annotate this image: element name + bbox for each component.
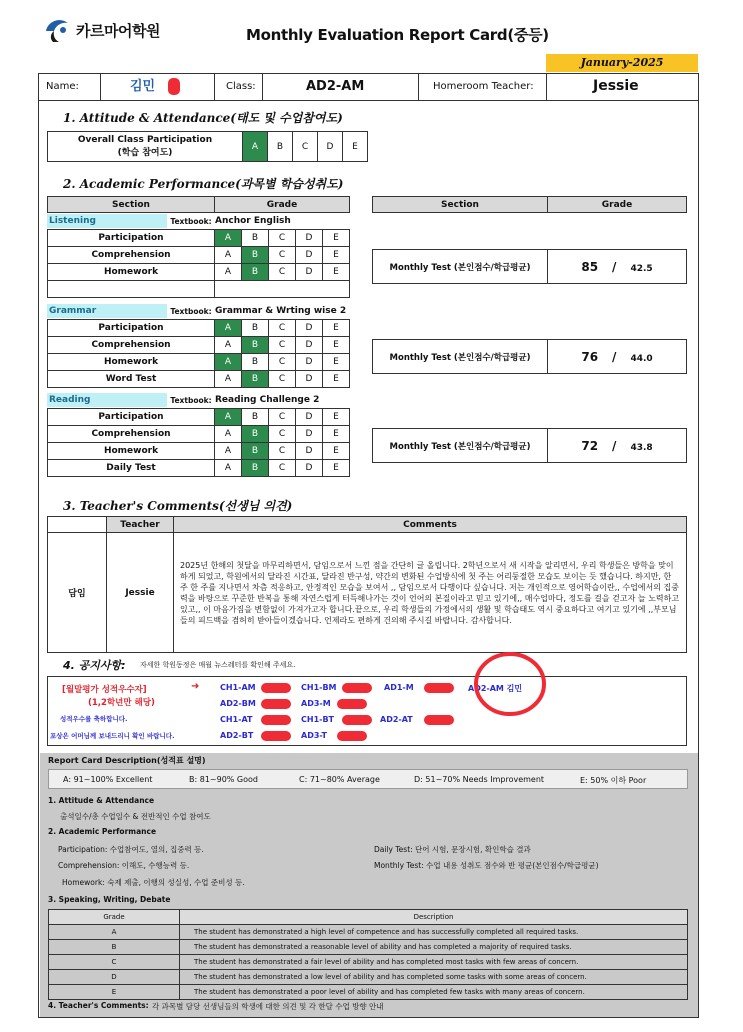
comments-table bbox=[47, 516, 687, 653]
student-score: 85 bbox=[581, 259, 599, 274]
subject-header bbox=[47, 304, 349, 318]
legend-s2-title: 2. Academic Performance bbox=[48, 827, 157, 836]
desc-text: The student has demonstrated a poor level of ability and has completed few tasks with many areas of concern. bbox=[180, 985, 688, 1000]
grade-cell: C bbox=[269, 247, 296, 264]
grade-cell: B bbox=[268, 132, 293, 162]
grade-cell: D bbox=[296, 264, 323, 281]
speaking-description-table bbox=[48, 909, 688, 1000]
range-b: B: 81~90% Good bbox=[189, 775, 258, 784]
grade-cell: C bbox=[269, 264, 296, 281]
grade-item-label: Comprehension bbox=[48, 337, 215, 354]
grade-cell: A bbox=[215, 371, 242, 388]
redaction-mark bbox=[261, 715, 291, 725]
col-grade: Grade bbox=[215, 197, 350, 213]
grade-item-label: Word Test bbox=[48, 371, 215, 388]
grade-item-label: Comprehension bbox=[48, 426, 215, 443]
teacher-cell: Jessie bbox=[107, 533, 174, 653]
grade-cell: B bbox=[242, 354, 269, 371]
class-average: 43.8 bbox=[630, 442, 653, 453]
score-separator: / bbox=[612, 259, 617, 274]
grade-cell: B bbox=[242, 230, 269, 247]
notice-line3: 성적우수를 축하합니다. bbox=[60, 715, 128, 723]
grade-cell: D bbox=[296, 337, 323, 354]
legend-s1-title: 1. Attitude & Attendance bbox=[48, 796, 155, 805]
grade-item-label: Comprehension bbox=[48, 247, 215, 264]
grade-cell: D bbox=[296, 230, 323, 247]
winner-class: AD3-T bbox=[301, 731, 327, 740]
grade-item-label: Homework bbox=[48, 264, 215, 281]
grade-cell: A bbox=[215, 409, 242, 426]
grade-cell: D bbox=[296, 426, 323, 443]
winner-class: AD2-BM bbox=[220, 699, 256, 708]
class-label: Class: bbox=[226, 81, 256, 92]
section2-title: 2. Academic Performance(과목별 학습성취도) bbox=[63, 177, 344, 191]
subject-name: Grammar bbox=[47, 304, 167, 318]
grade-cell: E bbox=[323, 354, 350, 371]
winner-class: CH1-BM bbox=[301, 683, 337, 692]
blank-cell bbox=[48, 517, 107, 533]
col-section: Section bbox=[373, 197, 548, 213]
legend-comprehension: Comprehension: 이해도, 수행능력 등. bbox=[58, 861, 190, 870]
grade-cell: A bbox=[215, 426, 242, 443]
monthly-test-box bbox=[372, 339, 687, 374]
desc-text: The student has demonstrated a fair level of ability and has completed most tasks with few areas of concern. bbox=[180, 955, 688, 970]
class-value: AD2-AM bbox=[306, 79, 365, 94]
redaction-mark bbox=[337, 699, 367, 709]
grade-cell: E bbox=[323, 371, 350, 388]
grade-cell: C bbox=[269, 320, 296, 337]
score-separator: / bbox=[612, 349, 617, 364]
page-title: Monthly Evaluation Report Card(중등) bbox=[246, 26, 549, 44]
winner-class: CH1-AM bbox=[220, 683, 256, 692]
legend-s4-text: 각 과목별 담당 선생님들의 학생에 대한 의견 및 각 한달 수업 방향 안내 bbox=[152, 1002, 384, 1011]
logo-text: 카르마어학원 bbox=[76, 22, 160, 40]
grade-cell: D bbox=[296, 460, 323, 477]
score-separator: / bbox=[612, 438, 617, 453]
class-average: 42.5 bbox=[630, 263, 653, 274]
col-grade: Grade bbox=[49, 910, 180, 925]
comment-text: 2025년 한해의 첫달을 마무리하면서, 담임으로서 느낀 점을 간단히 글 올립니다. 2학년으로서 새 시작을 알리면서, 우리 학생들은 방학을 맞이하게 되었고, 학원에서의 달라진 시간표, 달라진 반구성, 약간의 변화된 수업방식에 첫 주는 어리둥절한 모습도 보이는 듯 했습니다. 하지만, 한 주 한 주를 지나면서 차츰 적응하고, 안정적인 모습을 보여서 ,, 담임으로서 다행이다 싶습니다. 저는 개인적으로 영어학습이란,, 수업에서의 집중력을 바탕으로 꾸준한 반복을 통해 자연스럽게 터득해나가는 것이 언어의 본질이라고 믿고 있기에,, 매수업마다, 정도를 걸을 걷고자 늘 노력하고 있고,, 이 마음가짐을 변함없이 가져가고자 합니다.끝으로, 우리 학생들의 가정에서의 생활 및 학습태도 역시 중요하다고 여기고 있기에 ,,부모님들의 피드백을 겸허히 받아들이겠습니다. 언제라도 편하게 건의해 주시길 바랍니다. 감사합니다. bbox=[174, 533, 687, 653]
desc-grade: E bbox=[49, 985, 180, 1000]
section1-title: 1. Attitude & Attendance(태도 및 수업참여도) bbox=[63, 111, 343, 125]
monthly-test-box bbox=[372, 428, 687, 463]
grade-cell: B bbox=[242, 320, 269, 337]
grade-cell: E bbox=[323, 460, 350, 477]
grade-cell: C bbox=[269, 337, 296, 354]
notice-line2: (1,2학년만 해당) bbox=[88, 698, 155, 708]
homeroom-label: Homeroom Teacher: bbox=[433, 81, 534, 92]
winner-class-highlight: AD2-AM 김민 bbox=[468, 684, 523, 693]
grade-item-label: Participation bbox=[48, 230, 215, 247]
homeroom-teacher: Jessie bbox=[593, 78, 639, 94]
grade-cell: A bbox=[215, 247, 242, 264]
logo-icon bbox=[44, 17, 70, 43]
subject-grade-table bbox=[47, 319, 350, 388]
legend-daily-test: Daily Test: 단어 시험, 문장시험, 확인학습 결과 bbox=[374, 845, 531, 854]
legend-title: Report Card Description(성적표 설명) bbox=[48, 756, 206, 765]
range-d: D: 51~70% Needs Improvement bbox=[414, 775, 545, 784]
student-score: 72 bbox=[581, 438, 599, 453]
grade-cell: A bbox=[215, 443, 242, 460]
section3-title: 3. Teacher's Comments(선생님 의견) bbox=[63, 499, 293, 513]
blank-cell bbox=[215, 281, 350, 298]
col-description: Description bbox=[180, 910, 688, 925]
grade-cell: A bbox=[215, 320, 242, 337]
grade-cell: A bbox=[215, 460, 242, 477]
textbook-title: Reading Challenge 2 bbox=[215, 395, 320, 405]
legend-participation: Participation: 수업참여도, 열의, 집중력 등. bbox=[58, 845, 204, 854]
col-section: Section bbox=[48, 197, 215, 213]
range-e: E: 50% 이하 Poor bbox=[580, 776, 647, 785]
grade-cell: A bbox=[215, 230, 242, 247]
legend-s3-title: 3. Speaking, Writing, Debate bbox=[48, 895, 171, 904]
grade-cell: D bbox=[296, 247, 323, 264]
participation-table bbox=[47, 131, 368, 162]
desc-text: The student has demonstrated a high level of competence and has successfully completed all required tasks. bbox=[180, 925, 688, 940]
grade-cell: C bbox=[269, 409, 296, 426]
winner-class: AD2-AT bbox=[380, 715, 413, 724]
notice-note: 자세한 학원동정은 매월 뉴스레터를 확인해 주세요. bbox=[140, 661, 296, 669]
grade-cell: C bbox=[269, 460, 296, 477]
redaction-mark bbox=[261, 731, 291, 741]
grade-cell: E bbox=[323, 426, 350, 443]
redaction-mark bbox=[424, 683, 454, 693]
academic-left-header bbox=[47, 196, 350, 213]
grade-item-label: Participation bbox=[48, 320, 215, 337]
grade-cell: B bbox=[242, 264, 269, 281]
grade-cell: E bbox=[323, 247, 350, 264]
grade-item-label: Participation bbox=[48, 409, 215, 426]
grade-cell: C bbox=[293, 132, 318, 162]
grade-cell: E bbox=[323, 409, 350, 426]
grade-cell: B bbox=[242, 337, 269, 354]
grade-cell: E bbox=[323, 443, 350, 460]
notice-box bbox=[47, 676, 687, 746]
redaction-mark bbox=[342, 683, 372, 693]
desc-grade: D bbox=[49, 970, 180, 985]
col-grade: Grade bbox=[548, 197, 687, 213]
range-c: C: 71~80% Average bbox=[299, 775, 380, 784]
desc-grade: A bbox=[49, 925, 180, 940]
legend-s4-title: 4. Teacher's Comments: bbox=[48, 1001, 149, 1010]
grade-cell: D bbox=[318, 132, 343, 162]
redaction-mark bbox=[424, 715, 454, 725]
grade-item-label: Daily Test bbox=[48, 460, 215, 477]
subject-name: Listening bbox=[47, 214, 167, 228]
winner-class: CH1-BT bbox=[301, 715, 335, 724]
legend-homework: Homework: 숙제 제출, 이행의 성실성, 수업 준비성 등. bbox=[62, 878, 245, 887]
redaction-mark bbox=[342, 715, 372, 725]
class-average: 44.0 bbox=[630, 353, 653, 364]
desc-text: The student has demonstrated a reasonable level of ability and has completed a majority of required tasks. bbox=[180, 940, 688, 955]
textbook-title: Anchor English bbox=[215, 216, 291, 226]
winner-class: AD3-M bbox=[301, 699, 331, 708]
textbook-label: Textbook: bbox=[170, 216, 212, 226]
academic-right-header bbox=[372, 196, 687, 213]
grade-cell: B bbox=[242, 371, 269, 388]
monthly-test-label: Monthly Test (본인점수/학급평균) bbox=[373, 429, 548, 463]
desc-grade: C bbox=[49, 955, 180, 970]
grade-cell: B bbox=[242, 247, 269, 264]
desc-text: The student has demonstrated a low level of ability and has completed some tasks with some areas of concern. bbox=[180, 970, 688, 985]
subject-grade-table bbox=[47, 229, 350, 298]
winner-class: AD1-M bbox=[384, 683, 414, 692]
desc-grade: B bbox=[49, 940, 180, 955]
notice-line4: 포상은 어머님께 보내드리니 확인 바랍니다. bbox=[50, 732, 175, 740]
col-teacher: Teacher bbox=[107, 517, 174, 533]
legend-s1-text: 출석일수/총 수업일수 & 전반적인 수업 참여도 bbox=[60, 812, 211, 821]
notice-line1: [월말평가 성적우수자] bbox=[62, 685, 147, 695]
textbook-title: Grammar & Wrting wise 2 bbox=[215, 306, 347, 316]
student-name: 김민 bbox=[130, 79, 156, 94]
redaction-mark bbox=[168, 78, 180, 95]
student-score: 76 bbox=[581, 349, 599, 364]
monthly-test-label: Monthly Test (본인점수/학급평균) bbox=[373, 250, 548, 284]
grade-cell: C bbox=[269, 443, 296, 460]
grade-cell: B bbox=[242, 460, 269, 477]
grade-cell: B bbox=[242, 426, 269, 443]
grade-cell: B bbox=[242, 443, 269, 460]
col-comments: Comments bbox=[174, 517, 687, 533]
redaction-mark bbox=[261, 683, 291, 693]
highlight-circle-icon bbox=[470, 648, 550, 720]
subject-grade-table bbox=[47, 408, 350, 477]
textbook-label: Textbook: bbox=[170, 306, 212, 316]
role-cell: 담임 bbox=[48, 533, 107, 653]
grade-item-label: Homework bbox=[48, 443, 215, 460]
grade-cell: A bbox=[215, 337, 242, 354]
report-month: January-2025 bbox=[546, 54, 698, 72]
grade-item-label: Homework bbox=[48, 354, 215, 371]
grade-item-label bbox=[48, 281, 215, 298]
grade-cell: D bbox=[296, 409, 323, 426]
textbook-label: Textbook: bbox=[170, 395, 212, 405]
grade-cell: B bbox=[242, 409, 269, 426]
grade-cell: E bbox=[343, 132, 368, 162]
grade-cell: E bbox=[323, 230, 350, 247]
range-a: A: 91~100% Excellent bbox=[63, 775, 153, 784]
legend-monthly-test: Monthly Test: 수업 내용 성취도 점수와 반 평균(본인점수/학급평균) bbox=[374, 861, 599, 870]
winner-class: AD2-BT bbox=[220, 731, 254, 740]
grade-cell: A bbox=[215, 264, 242, 281]
grade-cell: E bbox=[323, 264, 350, 281]
grade-cell: C bbox=[269, 371, 296, 388]
grade-cell: D bbox=[296, 354, 323, 371]
monthly-test-box bbox=[372, 249, 687, 284]
monthly-test-label: Monthly Test (본인점수/학급평균) bbox=[373, 340, 548, 374]
winner-class: CH1-AT bbox=[220, 715, 253, 724]
grade-cell: D bbox=[296, 443, 323, 460]
grade-cell: A bbox=[243, 132, 268, 162]
redaction-mark bbox=[337, 731, 367, 741]
participation-label: Overall Class Participation (학습 참여도) bbox=[48, 132, 243, 162]
subject-name: Reading bbox=[47, 393, 167, 407]
grade-cell: C bbox=[269, 426, 296, 443]
redaction-mark bbox=[261, 699, 291, 709]
grade-cell: E bbox=[323, 320, 350, 337]
subject-header bbox=[47, 214, 349, 228]
grade-cell: A bbox=[215, 354, 242, 371]
name-label: Name: bbox=[46, 81, 79, 92]
section4-title: 4. 공지사항: bbox=[63, 659, 126, 672]
legend-panel bbox=[40, 753, 698, 1017]
grade-cell: E bbox=[323, 337, 350, 354]
student-info-row bbox=[38, 73, 699, 101]
grade-cell: D bbox=[296, 371, 323, 388]
arrow-icon: ➜ bbox=[191, 681, 200, 692]
grade-cell: C bbox=[269, 230, 296, 247]
subject-header bbox=[47, 393, 349, 407]
grade-cell: D bbox=[296, 320, 323, 337]
grade-cell: C bbox=[269, 354, 296, 371]
grade-range-bar bbox=[48, 769, 688, 789]
